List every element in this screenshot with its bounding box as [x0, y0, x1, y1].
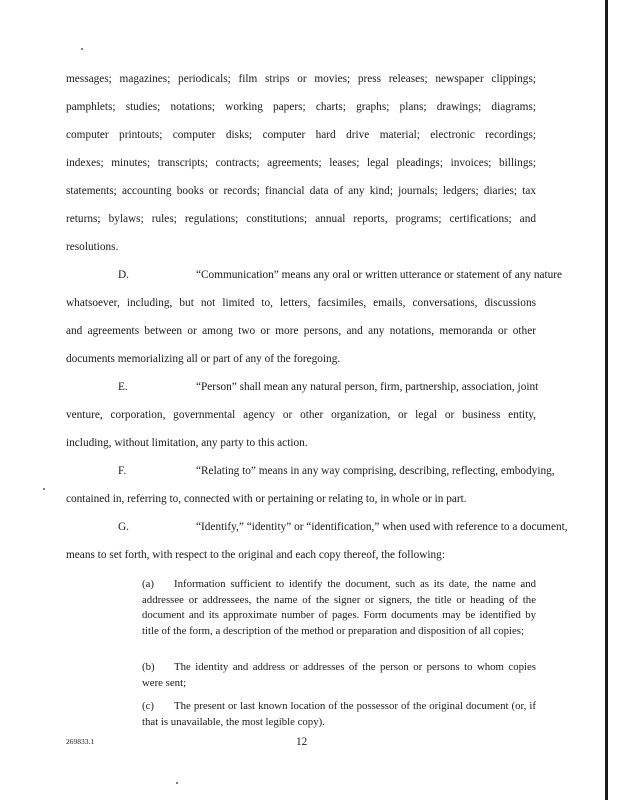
body-line: returns; bylaws; rules; regulations; constitutions; annual reports, programs; certifications; and [66, 213, 536, 225]
subitem-text: The present or last known location of the possessor of the original document (or, if that is unavailable, the most legible copy). [142, 700, 536, 728]
definition-label: D. [118, 269, 129, 281]
subitem-c [142, 699, 536, 730]
subitem-label: (c) [142, 700, 154, 712]
definition-first-line: “Identify,” “identity” or “identification,” when used with reference to a document, [196, 521, 568, 533]
definition-first-line: “Person” shall mean any natural person, firm, partnership, association, joint [196, 381, 539, 393]
subitem-a [142, 577, 536, 639]
page-edge-rule [605, 0, 608, 800]
body-line: venture, corporation, governmental agency or other organization, or legal or business entity, [66, 409, 536, 421]
subitem-text: The identity and address or addresses of the person or persons to whom copies were sent; [142, 661, 536, 689]
body-line: means to set forth, with respect to the original and each copy thereof, the following: [66, 549, 445, 561]
body-line: indexes; minutes; transcripts; contracts; agreements; leases; legal pleadings; invoices; billings; [66, 157, 536, 169]
body-line: resolutions. [66, 241, 119, 253]
body-line: statements; accounting books or records; financial data of any kind; journals; ledgers; diaries; tax [66, 185, 536, 197]
body-line: pamphlets; studies; notations; working papers; charts; graphs; plans; drawings; diagrams; [66, 101, 536, 113]
body-line: contained in, referring to, connected with or pertaining or relating to, in whole or in part. [66, 493, 467, 505]
scan-speck [176, 782, 178, 784]
definition-label: G. [118, 521, 129, 533]
subitem-label: (a) [142, 578, 154, 590]
page-number: 12 [296, 736, 308, 748]
body-line: computer printouts; computer disks; computer hard drive material; electronic recordings; [66, 129, 536, 141]
body-line: documents memorializing all or part of any of the foregoing. [66, 353, 341, 365]
body-line: whatsoever, including, but not limited to, letters, facsimiles, emails, conversations, discussions [66, 297, 536, 309]
scan-speck [43, 488, 45, 490]
body-line: including, without limitation, any party to this action. [66, 437, 308, 449]
definition-first-line: “Relating to” means in any way comprising, describing, reflecting, embodying, [196, 465, 555, 477]
scan-speck [81, 48, 83, 50]
footer-document-id: 269833.1 [66, 737, 95, 746]
subitem-b [142, 660, 536, 691]
body-line: messages; magazines; periodicals; film strips or movies; press releases; newspaper clippings; [66, 73, 536, 85]
definition-label: E. [118, 381, 128, 393]
subitem-label: (b) [142, 661, 155, 673]
body-line: and agreements between or among two or more persons, and any notations, memoranda or other [66, 325, 536, 337]
definition-label: F. [118, 465, 127, 477]
subitem-text: Information sufficient to identify the document, such as its date, the name and addressee or addressees, the name of the signer or signers, the title or heading of the document and its approximate number of pages. Form documents may be identified by title of the form, a description of the method or preparation and disposition of all copies; [142, 578, 536, 637]
definition-first-line: “Communication” means any oral or written utterance or statement of any nature [196, 269, 563, 281]
